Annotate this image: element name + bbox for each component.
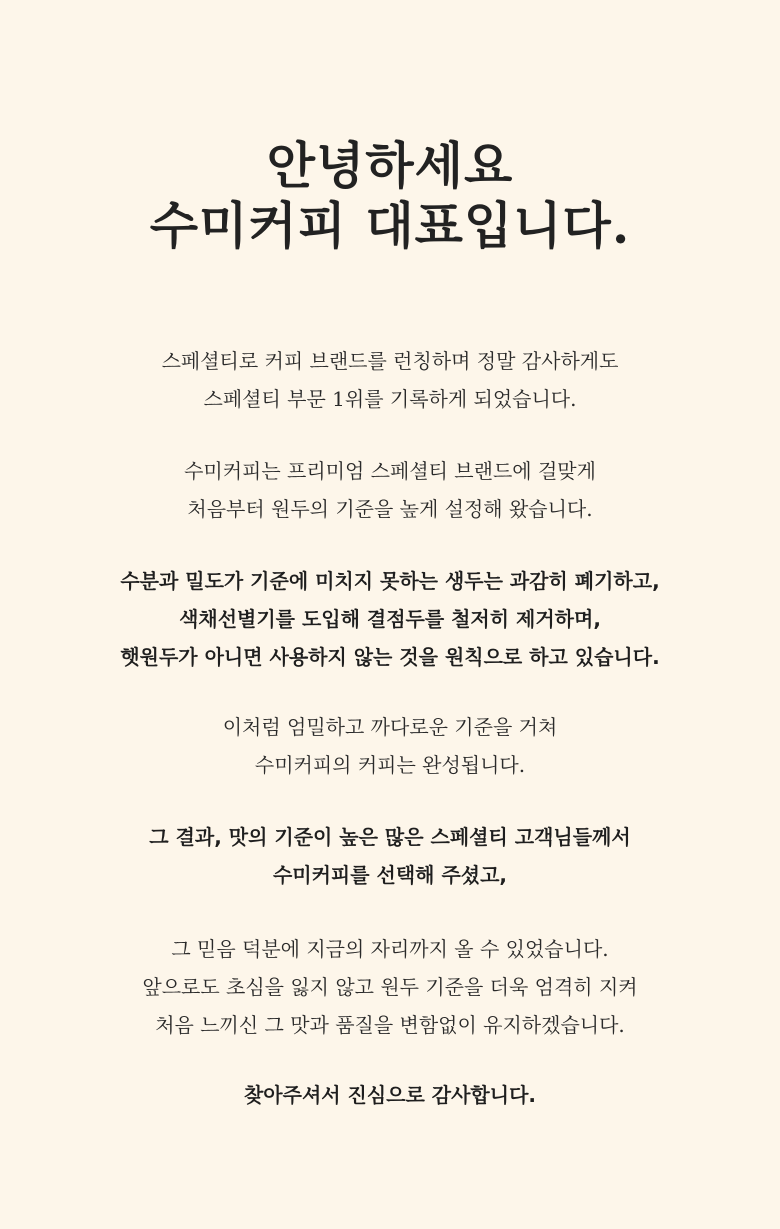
paragraph-line: 처음부터 원두의 기준을 높게 설정해 왔습니다. [187,497,593,521]
paragraph-line: 수미커피는 프리미엄 스페셜티 브랜드에 걸맞게 [184,459,596,483]
title-line-greeting: 안녕하세요 [266,136,514,195]
paragraph-line: 스페셜티 부문 1위를 기록하게 되었습니다. [203,387,577,411]
paragraph-line: 색채선별기를 도입해 결점두를 철저히 제거하며, [179,607,601,631]
paragraph-thanks [0,1076,780,1114]
paragraph-line: 햇원두가 아니면 사용하지 않는 것을 원칙으로 하고 있습니다. [120,645,660,669]
paragraph-result [0,818,780,894]
paragraph-line: 스페셜티로 커피 브랜드를 런칭하며 정말 감사하게도 [161,349,619,373]
paragraph-launch [0,342,780,418]
paragraph-line: 수분과 밀도가 기준에 미치지 못하는 생두는 과감히 폐기하고, [120,569,660,593]
paragraph-line: 수미커피의 커피는 완성됩니다. [254,753,526,777]
paragraph-line: 이처럼 엄밀하고 까다로운 기준을 거쳐 [222,715,558,739]
paragraph-line: 앞으로도 초심을 잃지 않고 원두 기준을 더욱 엄격히 지켜 [142,975,638,999]
paragraph-line: 그 결과, 맛의 기준이 높은 많은 스페셜티 고객님들께서 [149,825,631,849]
letter-body [0,342,780,1114]
paragraph-promise [0,930,780,1044]
paragraph-line: 찾아주셔서 진심으로 감사합니다. [243,1083,536,1107]
paragraph-line: 그 믿음 덕분에 지금의 자리까지 올 수 있었습니다. [171,937,609,961]
paragraph-line: 수미커피를 선택해 주셨고, [272,863,508,887]
title-line-intro: 수미커피 대표입니다. [149,196,631,255]
paragraph-completion [0,708,780,784]
paragraph-standard [0,452,780,528]
page-title [0,136,780,256]
paragraph-line: 처음 느끼신 그 맛과 품질을 변함없이 유지하겠습니다. [155,1013,625,1037]
paragraph-quality-process [0,562,780,676]
